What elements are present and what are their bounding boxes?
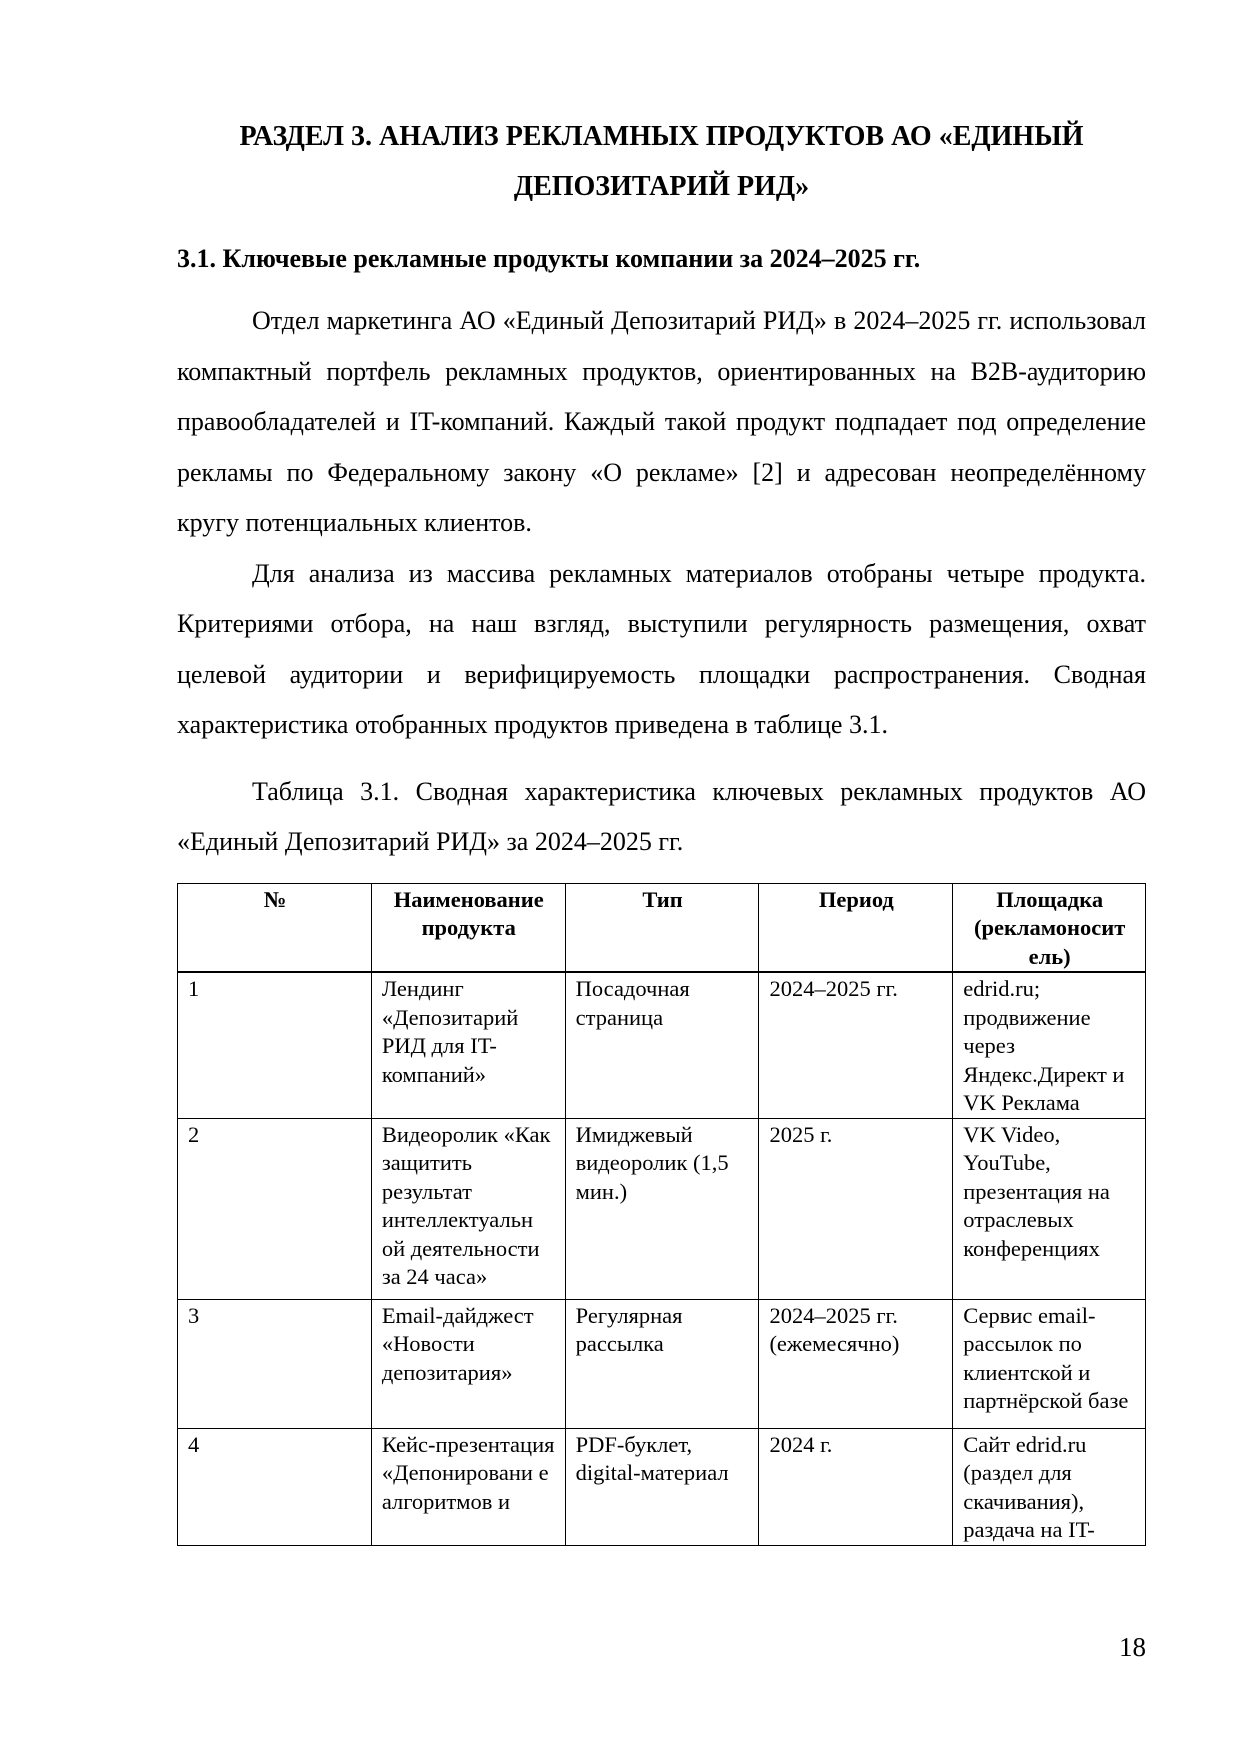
table-row xyxy=(178,1299,1146,1428)
cell-number: 3 xyxy=(178,1299,372,1428)
chapter-title: РАЗДЕЛ 3. АНАЛИЗ РЕКЛАМНЫХ ПРОДУКТОВ АО «ЕДИНЫЙ ДЕПОЗИТАРИЙ РИД» xyxy=(239,121,1084,202)
cell-platform: Сайт edrid.ru (раздел для скачивания), раздача на IT- xyxy=(953,1428,1146,1545)
table-row xyxy=(178,1428,1146,1545)
cell-product-name: Видеоролик «Как защитить результат интеллектуальн ой деятельности за 24 часа» xyxy=(371,1118,565,1299)
paragraph-2: Для анализа из массива рекламных материалов отобраны четыре продукта. Критериями отбора, на наш взгляд, выступили регулярность размещения, охват целевой аудитории и верифицируемость площадки распространения. Сводная характеристика отобранных продуктов приведена в таблице 3.1. xyxy=(177,558,1146,739)
section-title: 3.1. Ключевые рекламные продукты компании за 2024–2025 гг. xyxy=(177,244,921,273)
page-number: 18 xyxy=(1119,1632,1146,1662)
header-type: Тип xyxy=(565,883,759,972)
table-header-row xyxy=(178,883,1146,972)
cell-period: 2025 г. xyxy=(759,1118,953,1299)
table-row xyxy=(178,972,1146,1118)
products-table xyxy=(177,883,1146,1546)
cell-platform: edrid.ru; продвижение через Яндекс.Директ и VK Реклама xyxy=(953,972,1146,1118)
header-period: Период xyxy=(759,883,953,972)
cell-product-name: Кейс-презентация «Депонировани е алгоритмов и xyxy=(371,1428,565,1545)
cell-type: Посадочная страница xyxy=(565,972,759,1118)
cell-type: Имиджевый видеоролик (1,5 мин.) xyxy=(565,1118,759,1299)
cell-period: 2024–2025 гг. (ежемесячно) xyxy=(759,1299,953,1428)
cell-platform: Сервис email-рассылок по клиентской и партнёрской базе xyxy=(953,1299,1146,1428)
header-platform: Площадка (рекламоносит ель) xyxy=(953,883,1146,972)
cell-product-name: Лендинг «Депозитарий РИД для IT-компаний» xyxy=(371,972,565,1118)
cell-number: 2 xyxy=(178,1118,372,1299)
header-product-name: Наименование продукта xyxy=(371,883,565,972)
cell-period: 2024–2025 гг. xyxy=(759,972,953,1118)
header-number: № xyxy=(178,883,372,972)
page-content xyxy=(177,112,1146,1546)
cell-type: Регулярная рассылка xyxy=(565,1299,759,1428)
cell-number: 4 xyxy=(178,1428,372,1545)
cell-period: 2024 г. xyxy=(759,1428,953,1545)
table-caption: Таблица 3.1. Сводная характеристика ключевых рекламных продуктов АО «Единый Депозитарий РИД» за 2024–2025 гг. xyxy=(177,776,1146,856)
cell-product-name: Email-дайджест «Новости депозитария» xyxy=(371,1299,565,1428)
cell-number: 1 xyxy=(178,972,372,1118)
paragraph-1: Отдел маркетинга АО «Единый Депозитарий РИД» в 2024–2025 гг. использовал компактный портфель рекламных продуктов, ориентированных на B2B-аудиторию правообладателей и IT-компаний. Каждый такой продукт подпадает под определение рекламы по Федеральному закону «О рекламе» [2] и адресован неопределённому кругу потенциальных клиентов. xyxy=(177,306,1146,537)
cell-type: PDF-буклет, digital-материал xyxy=(565,1428,759,1545)
table-row xyxy=(178,1118,1146,1299)
cell-platform: VK Video, YouTube, презентация на отраслевых конференциях xyxy=(953,1118,1146,1299)
